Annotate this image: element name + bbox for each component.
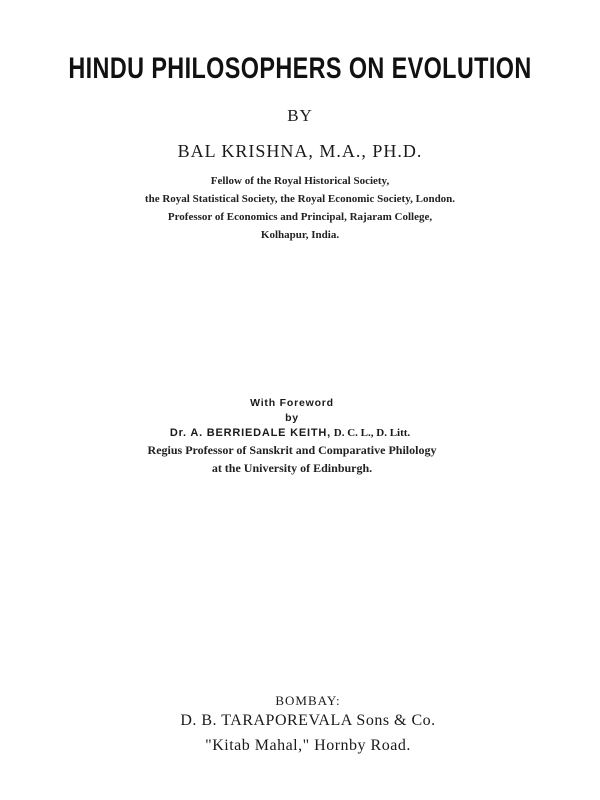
by-label: BY (287, 106, 313, 125)
foreword-author-line (0, 427, 590, 439)
author-affiliation-line: Fellow of the Royal Historical Society, (210, 175, 390, 187)
author-name: BAL KRISHNA, M.A., PH.D. (177, 141, 423, 161)
foreword-by-label: by (285, 412, 299, 424)
publisher-address: "Kitab Mahal," Hornby Road. (205, 737, 411, 754)
author-affiliation-line: the Royal Statistical Society, the Royal Economic Society, London. (144, 193, 456, 205)
foreword-author-degrees: D. C. L., D. Litt. (333, 427, 411, 439)
foreword-author-name: Dr. A. BERRIEDALE KEITH, (169, 427, 332, 439)
publisher-name: D. B. TARAPOREVALA Sons & Co. (180, 712, 436, 729)
book-title: HINDU PHILOSOPHERS ON EVOLUTION (68, 52, 532, 85)
foreword-heading: With Foreword (250, 397, 334, 409)
author-affiliation-line: Kolhapur, India. (260, 229, 340, 241)
author-affiliation-line: Professor of Economics and Principal, Rajaram College, (167, 211, 433, 223)
publisher-city: BOMBAY: (275, 693, 341, 708)
foreword-author-position: Regius Professor of Sanskrit and Comparative Philology (147, 443, 437, 457)
foreword-author-institution: at the University of Edinburgh. (211, 461, 373, 475)
